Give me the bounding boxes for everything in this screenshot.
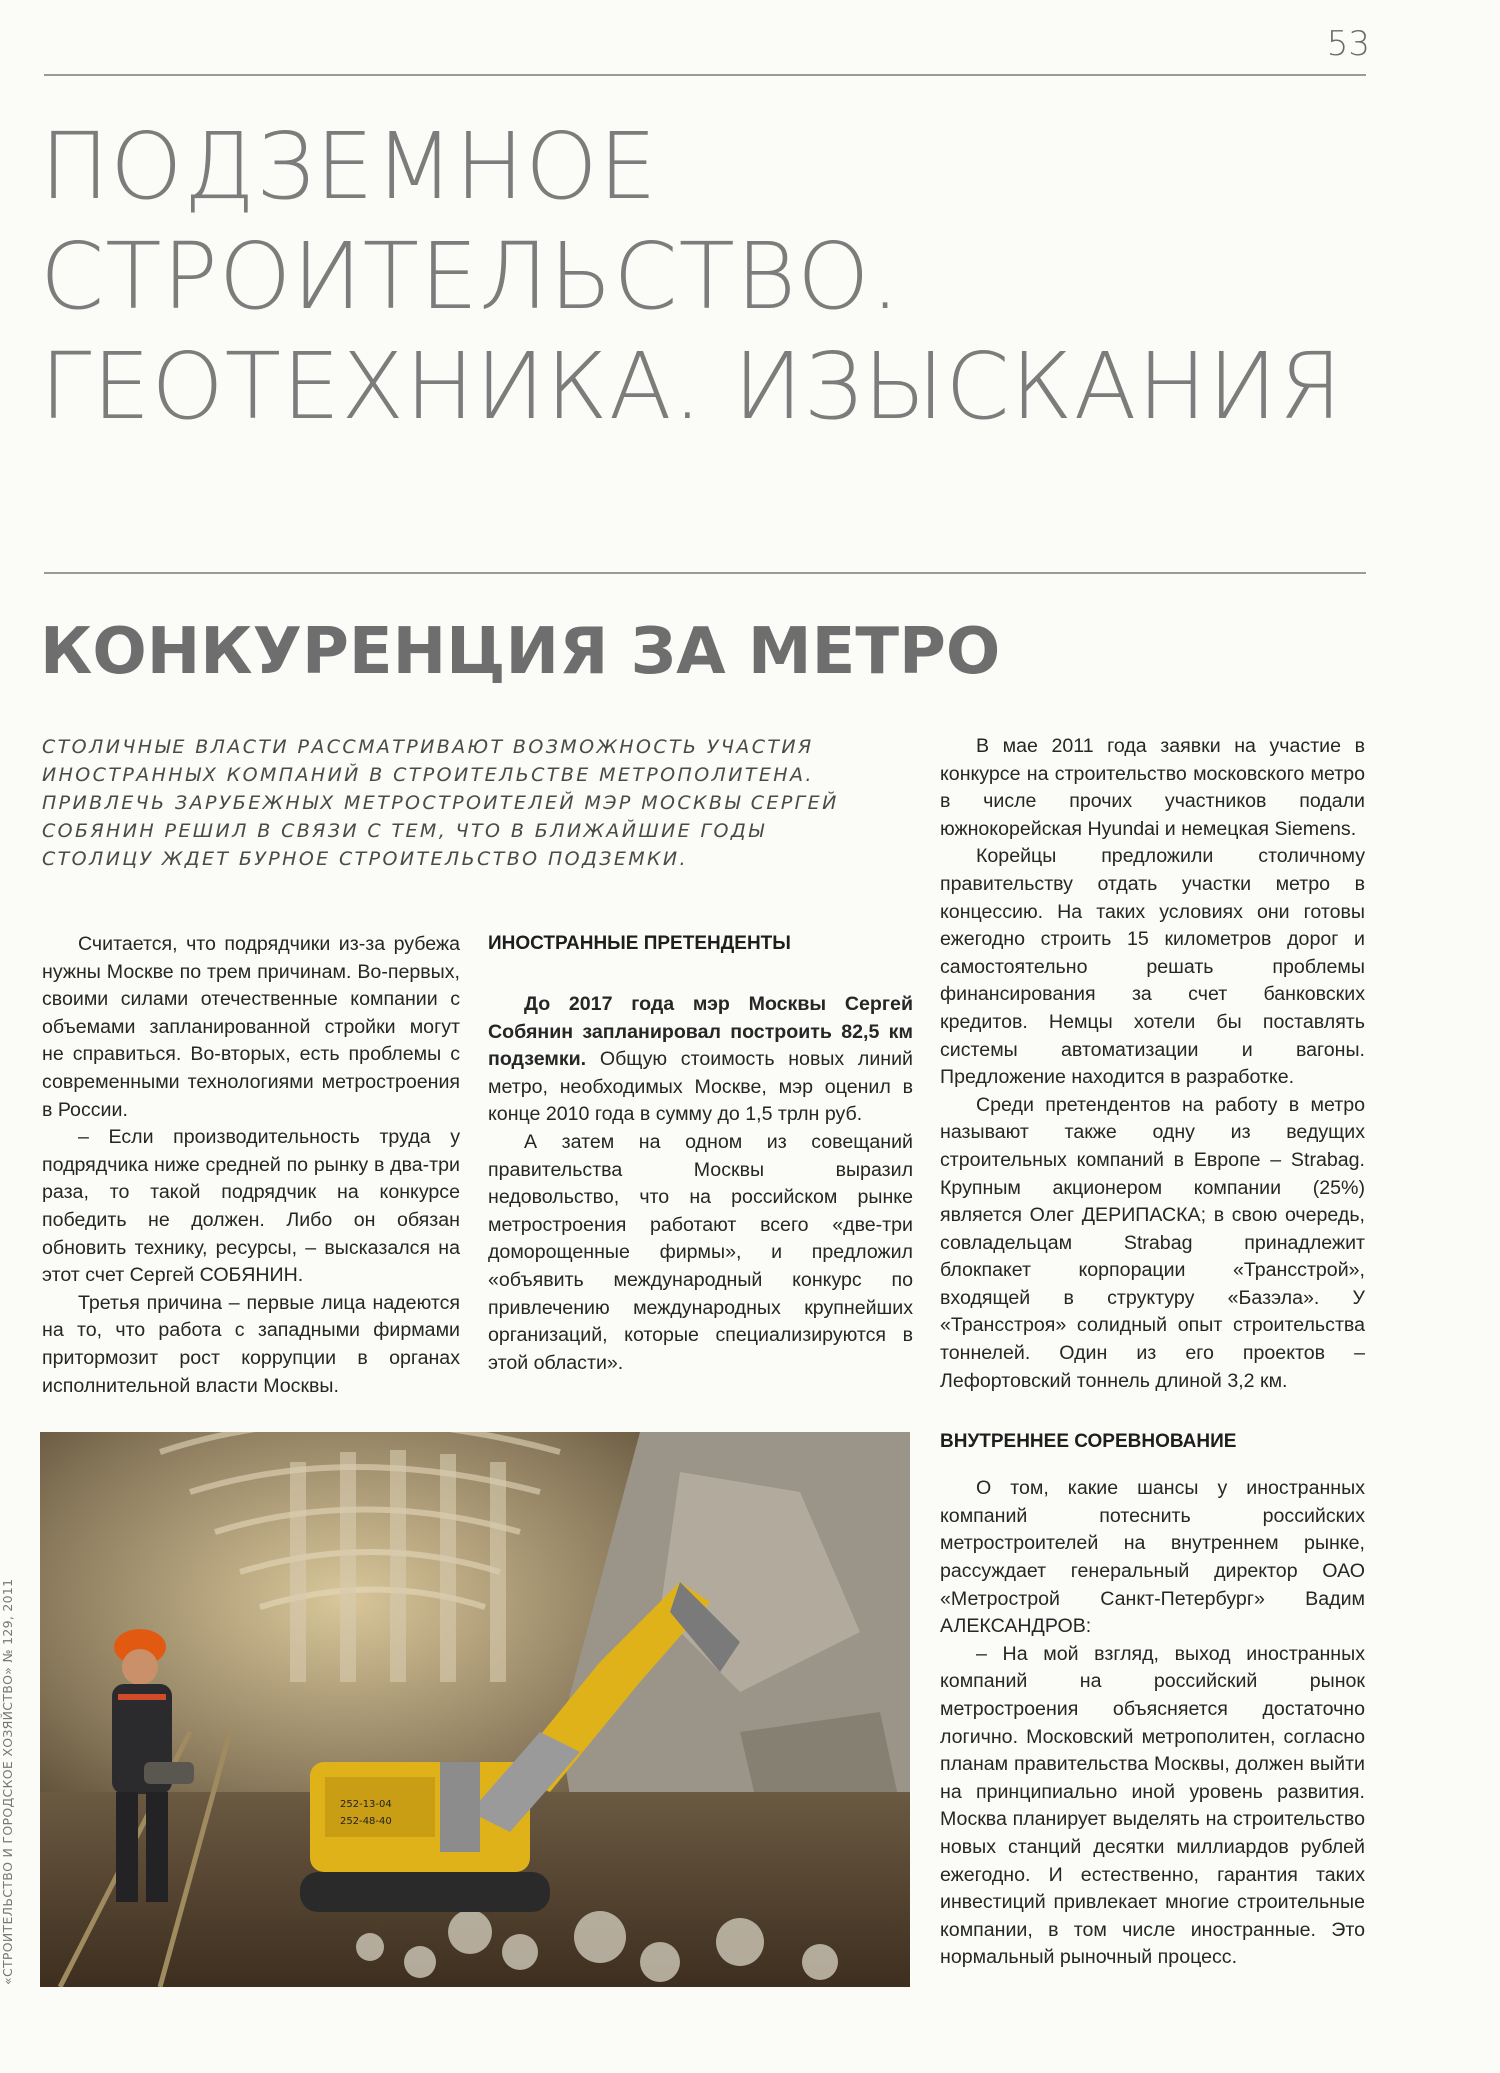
photo-illustration — [40, 1432, 910, 1987]
paragraph: Третья причина – первые лица надеются на то, что работа с западными фирмами притормозит рост коррупции в органах исполнительной власти Москвы. — [42, 1291, 460, 1397]
paragraph: – Если производительность труда у подрядчика ниже средней по рынку в два-три раза, то такой подрядчик на конкурсе победить не должен. Либо он обязан обновить технику, ресурсы, – высказался на этот счет Сергей СОБЯНИН. — [42, 1126, 460, 1287]
paragraph: Корейцы предложили столичному правительству отдать участки метро в концессию. На таких условиях они готовы ежегодно строить 15 километров дорог и самостоятельно решать проблемы финансирования за счет банковских кредитов. Немцы хотели бы поставлять системы автоматизации и вагоны. Предложение находится в разработке. — [940, 845, 1365, 1089]
subheading-foreign: ИНОСТРАННЫЕ ПРЕТЕНДЕНТЫ — [488, 933, 791, 954]
paragraph: В мае 2011 года заявки на участие в конкурсе на строительство московского метро в числе прочих участников подали южнокорейская Hyundai и немецкая Siemens. — [940, 735, 1365, 840]
column-2 — [488, 931, 913, 1377]
section-title — [40, 112, 1440, 442]
machine-phone-text: 252-13-04 — [340, 1799, 392, 1810]
column-3 — [940, 733, 1365, 1972]
bold-lead-text: До 2017 года мэр Москвы Сергей Собянин запланировал построить 82,5 км подземки. — [488, 993, 913, 1071]
paragraph: Среди претендентов на работу в метро называют также одну из ведущих строительных компаний в Европе – Strabag. Крупным акционером компании (25%) является Олег ДЕРИПАСКА; в свою очередь, совладельцам Strabag принадлежит блокпакет корпорации «Трансстрой», входящей в структуру «Базэла». У «Трансстроя» солидный опыт строительства тоннелей. Один из его проектов – Лефортовский тоннель длиной 3,2 км. — [940, 1093, 1365, 1392]
top-rule — [44, 74, 1366, 76]
page-number: 53 — [1326, 24, 1370, 64]
section-title-line: ПОДЗЕМНОЕ — [40, 113, 658, 220]
article-lead: СТОЛИЧНЫЕ ВЛАСТИ РАССМАТРИВАЮТ ВОЗМОЖНОСТЬ УЧАСТИЯ ИНОСТРАННЫХ КОМПАНИЙ В СТРОИТЕЛЬСТВЕ МЕТРОПОЛИТЕНА. ПРИВЛЕЧЬ ЗАРУБЕЖНЫХ МЕТРОСТРОИТЕЛЕЙ МЭР МОСКВЫ СЕРГЕЙ СОБЯНИН РЕШИЛ В СВЯЗИ С ТЕМ, ЧТО В БЛИЖАЙШИЕ ГОДЫ СТОЛИЦУ ЖДЕТ БУРНОЕ СТРОИТЕЛЬСТВО ПОДЗЕМКИ. — [42, 736, 839, 870]
paragraph: Считается, что подрядчики из-за рубежа нужны Москве по трем причинам. Во-первых, своими силами отечественные компании с объемами запланированной стройки могут не справиться. Во-вторых, есть проблемы с современными технологиями метростроения в России. — [42, 933, 460, 1121]
paragraph — [488, 991, 913, 1129]
paragraph: О том, какие шансы у иностранных компаний потеснить российских метростроителей на внутреннем рынке, рассуждает генеральный директор ОАО «Метрострой Санкт-Петербург» Вадим АЛЕКСАНДРОВ: — [940, 1477, 1365, 1638]
article-title: КОНКУРЕНЦИЯ ЗА МЕТРО — [40, 615, 1001, 689]
subheading-internal: ВНУТРЕННЕЕ СОРЕВНОВАНИЕ — [940, 1431, 1237, 1453]
section-title-line: ГЕОТЕХНИКА. ИЗЫСКАНИЯ — [40, 333, 1344, 440]
paragraph: – На мой взгляд, выход иностранных компаний на российский рынок метростроения объясняется достаточно логично. Московский метрополитен, согласно планам правительства Москвы, должен выйти на принципиально иной уровень развития. Москва планирует выделять на строительство новых станций десятки миллиардов рублей ежегодно. И естественно, гарантия таких инвестиций привлекает многие строительные компании, в том числе иностранные. Это нормальный рыночный процесс. — [940, 1642, 1365, 1969]
machine-phone-text: 252-48-40 — [340, 1816, 392, 1827]
middle-rule — [44, 572, 1366, 574]
paragraph-text: Общую стоимость новых линий метро, необходимых Москве, мэр оценил в конце 2010 года в сумму до 1,5 трлн руб. — [488, 1048, 913, 1126]
paragraph: А затем на одном из совещаний правительства Москвы выразил недовольство, что на российском рынке метростроения работают всего «две-три доморощенные фирмы», и предложил «объявить международный конкурс по привлечению международных крупнейших организаций, которые специализируются в этой области». — [488, 1130, 913, 1374]
section-title-line: СТРОИТЕЛЬСТВО. — [40, 223, 901, 330]
tunnel-construction-photo — [40, 1432, 910, 1987]
side-caption: «СТРОИТЕЛЬСТВО И ГОРОДСКОЕ ХОЗЯЙСТВО» № 129, 2011 — [0, 1578, 15, 1985]
column-1 — [42, 931, 460, 1400]
